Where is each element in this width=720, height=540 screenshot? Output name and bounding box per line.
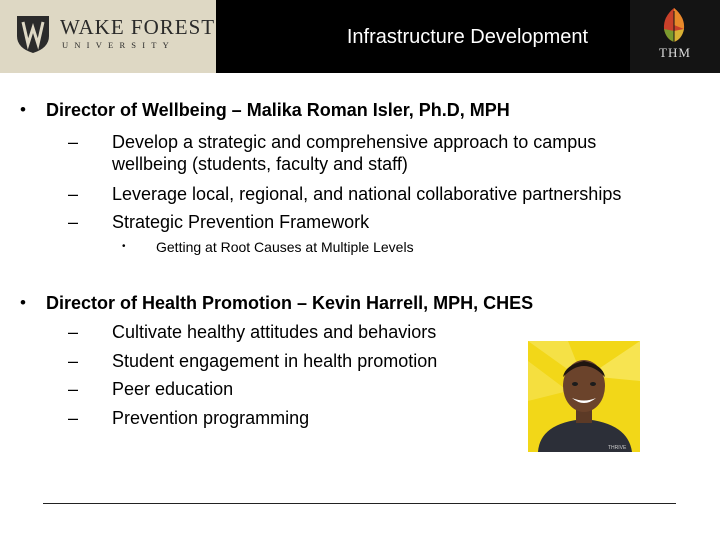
- list-item-continuation: wellbeing (students, faculty and staff): [112, 154, 408, 174]
- section-heading: Director of Health Promotion – Kevin Harrell, MPH, CHES: [46, 293, 534, 313]
- list-item: Student engagement in health promotion: [112, 351, 438, 371]
- list-item: Prevention programming: [112, 408, 310, 428]
- bullet-marker: •: [20, 293, 26, 312]
- thrive-wordmark: THM: [659, 45, 691, 60]
- list-item: Leverage local, regional, and national collaborative partnerships: [112, 184, 622, 204]
- leaf-icon: [660, 7, 688, 43]
- university-logo: [0, 0, 216, 73]
- logo-wordmark: WAKE FOREST: [60, 15, 216, 39]
- dash-marker: –: [68, 379, 79, 399]
- dash-marker: –: [68, 212, 79, 232]
- list-item: Develop a strategic and comprehensive approach to campus: [112, 132, 597, 152]
- dash-marker: –: [68, 408, 79, 428]
- section-heading: Director of Wellbeing – Malika Roman Isler, Ph.D, MPH: [46, 100, 510, 120]
- thrive-logo: [630, 0, 720, 73]
- dash-marker: –: [68, 351, 79, 371]
- shield-icon: [15, 14, 51, 54]
- sub-bullet-marker: •: [122, 241, 126, 252]
- portrait-illustration: [528, 341, 640, 452]
- header-bar: [0, 0, 720, 73]
- slide-title: Infrastructure Development: [346, 26, 589, 48]
- sub-list-item: Getting at Root Causes at Multiple Levels: [156, 239, 414, 255]
- logo-subtitle: UNIVERSITY: [62, 40, 175, 50]
- shirt-text: THRIVE: [608, 445, 627, 451]
- dash-marker: –: [68, 322, 79, 342]
- dash-marker: –: [68, 132, 79, 152]
- bullet-marker: •: [20, 100, 26, 119]
- portrait-photo: [528, 341, 640, 452]
- list-item: Peer education: [112, 379, 234, 399]
- list-item: Strategic Prevention Framework: [112, 212, 370, 232]
- list-item: Cultivate healthy attitudes and behaviors: [112, 322, 437, 342]
- dash-marker: –: [68, 184, 79, 204]
- footer-divider: [43, 503, 676, 504]
